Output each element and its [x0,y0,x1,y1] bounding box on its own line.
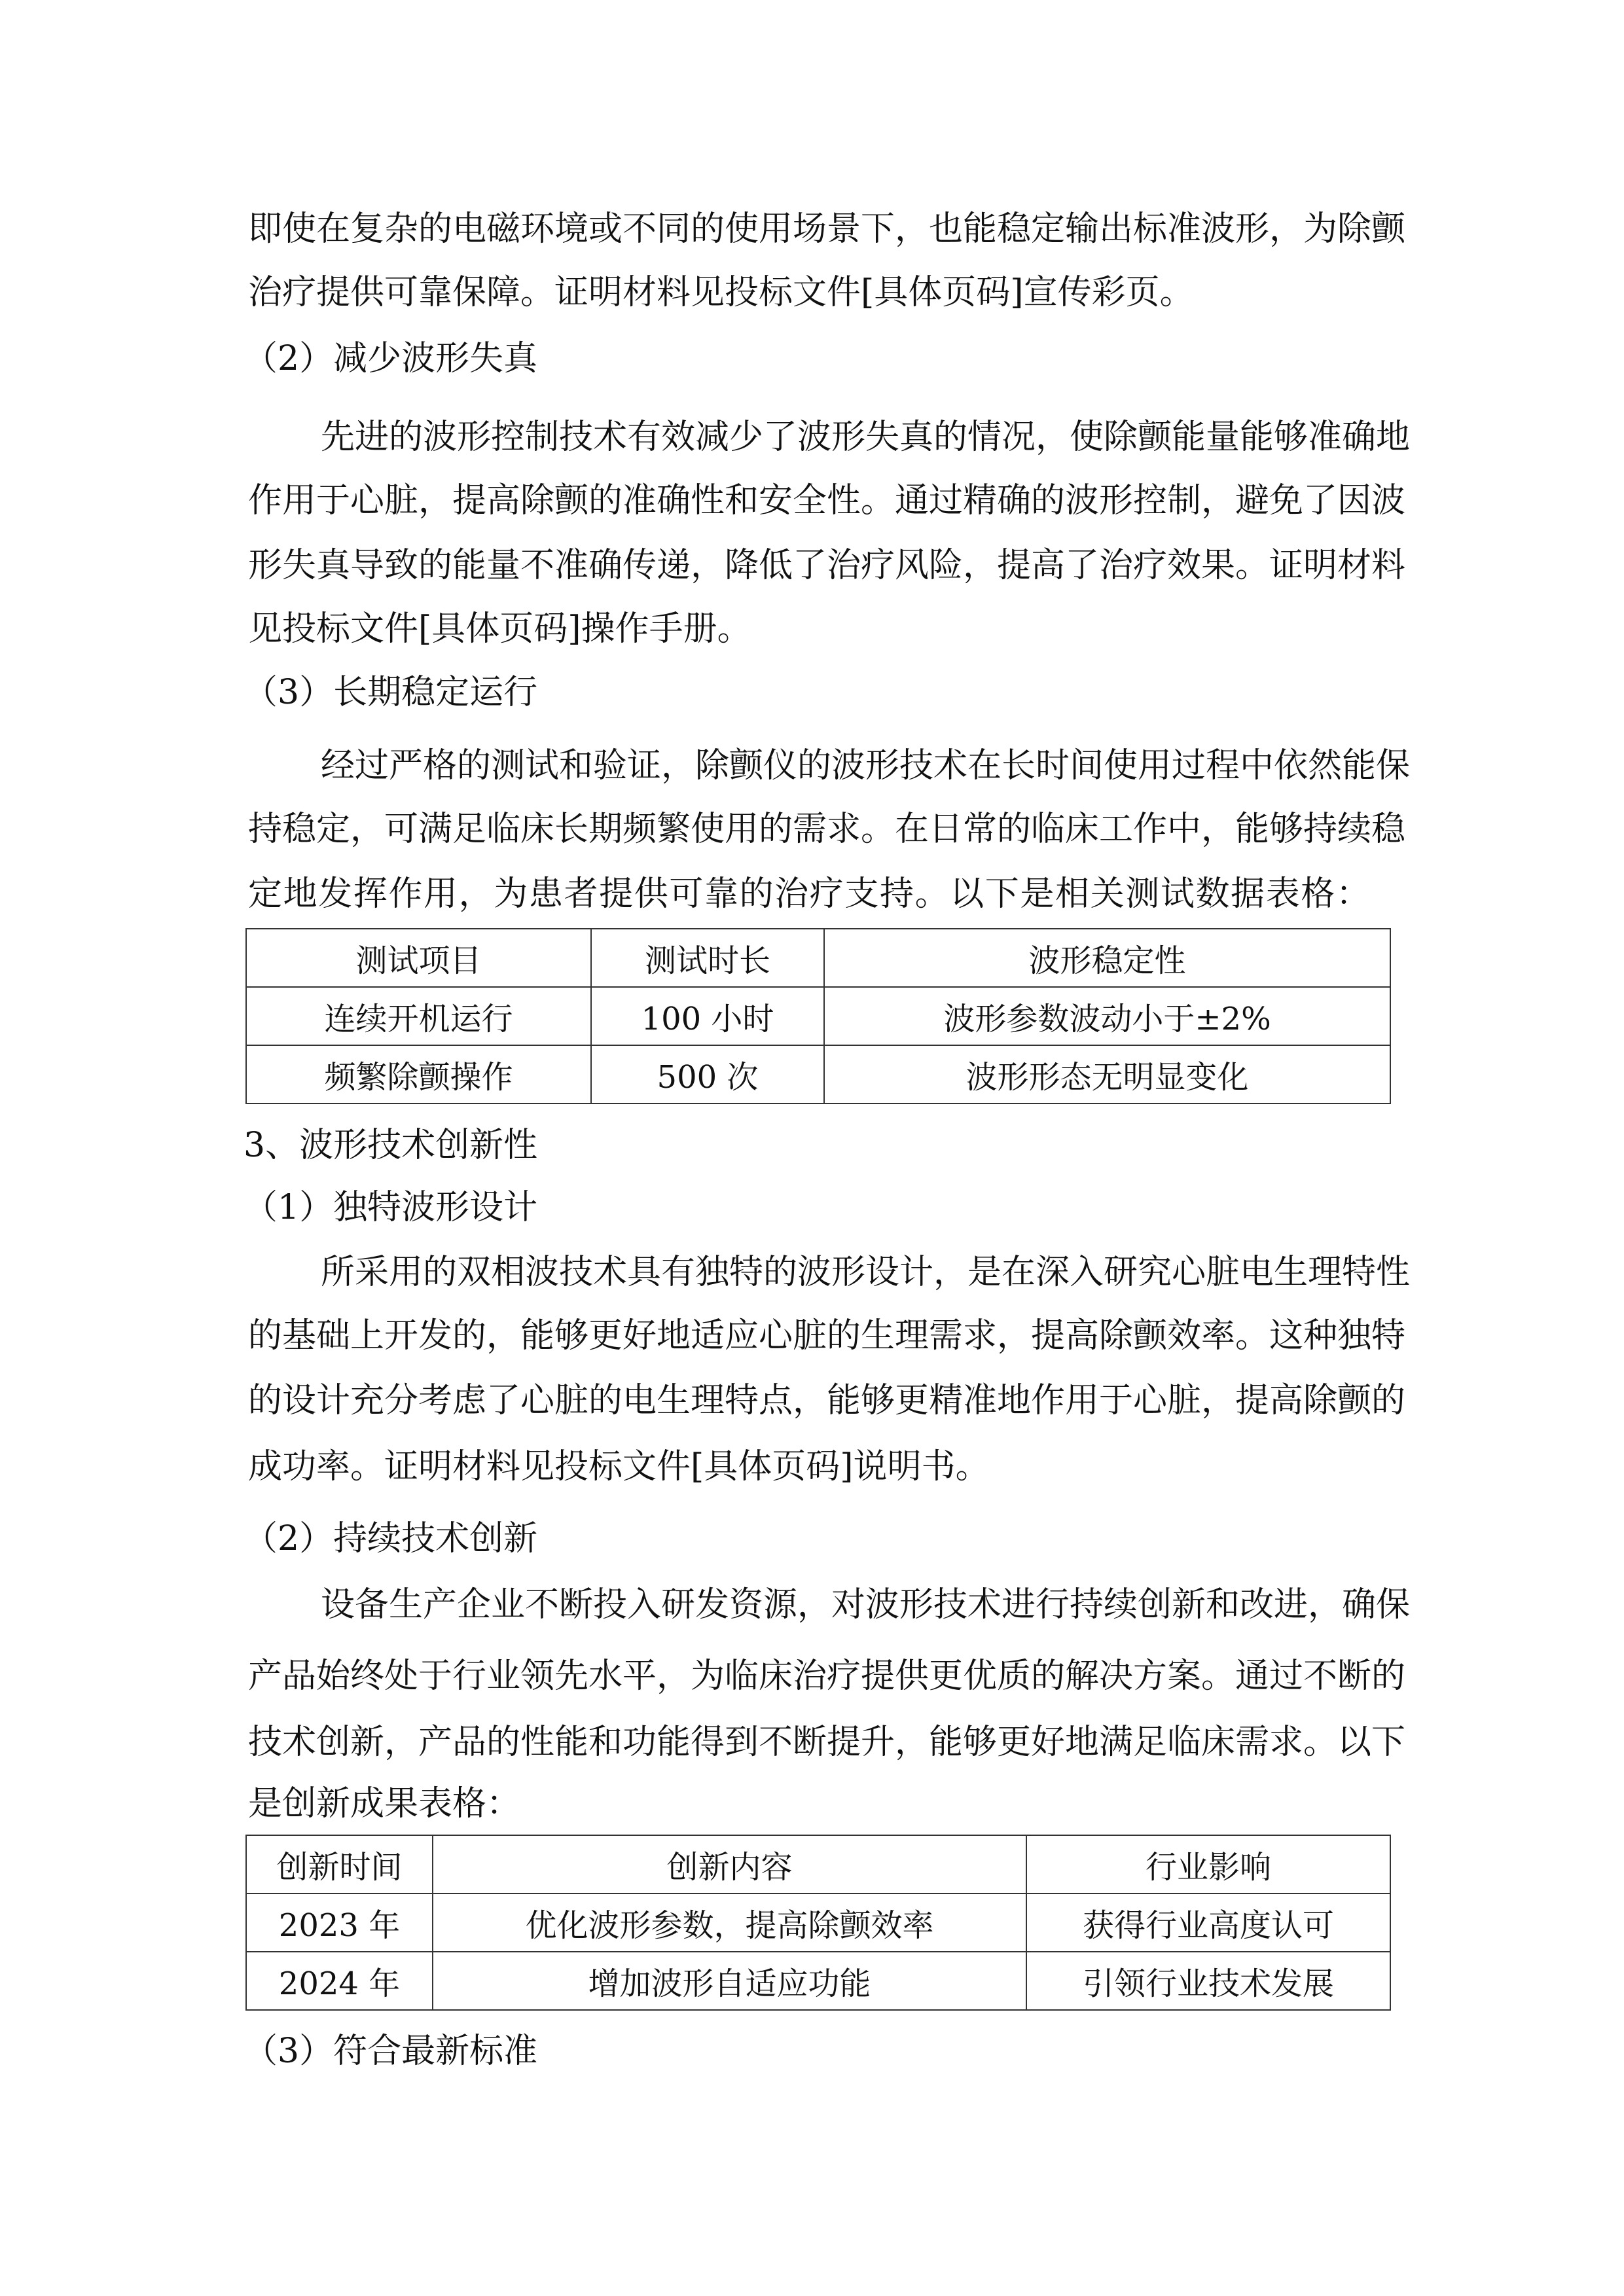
body-line: 见投标文件[具体页码]操作手册。 [248,609,751,649]
table-header-cell: 测试项目 [246,929,591,987]
table-row [246,1893,1390,1952]
body-line: 设备生产企业不断投入研发资源，对波形技术进行持续创新和改进，确保 [321,1585,1411,1624]
table-cell: 500 次 [591,1045,824,1103]
table-cell: 引领行业技术发展 [1026,1952,1390,2010]
body-line: 技术创新，产品的性能和功能得到不断提升，能够更好地满足临床需求。以下 [248,1723,1406,1762]
table-cell: 波形形态无明显变化 [824,1045,1390,1103]
body-line: 作用于心脏，提高除颤的准确性和安全性。通过精确的波形控制，避免了因波 [248,481,1406,520]
table-cell: 增加波形自适应功能 [433,1952,1026,2010]
body-line: 持稳定，可满足临床长期频繁使用的需求。在日常的临床工作中，能够持续稳 [248,810,1406,849]
test-data-table [245,928,1391,1104]
table-header-cell: 波形稳定性 [824,929,1390,987]
innovation-table [245,1835,1391,2011]
table-header-cell: 行业影响 [1026,1835,1390,1893]
subheading: （3）符合最新标准 [244,2032,538,2071]
body-line: 是创新成果表格： [248,1784,521,1823]
body-line: 治疗提供可靠保障。证明材料见投标文件[具体页码]宣传彩页。 [248,273,1194,312]
body-line: 形失真导致的能量不准确传递，降低了治疗风险，提高了治疗效果。证明材料 [248,546,1406,585]
table-cell: 连续开机运行 [246,987,591,1045]
body-line: 即使在复杂的电磁环境或不同的使用场景下，也能稳定输出标准波形，为除颤 [248,209,1406,249]
table-header-row [246,929,1390,987]
body-line: 定地发挥作用，为患者提供可靠的治疗支持。以下是相关测试数据表格： [248,874,1370,914]
body-line: 的基础上开发的，能够更好地适应心脏的生理需求，提高除颤效率。这种独特 [248,1316,1406,1355]
subheading: （1）独特波形设计 [244,1188,538,1227]
subheading: （3）长期稳定运行 [244,673,538,712]
body-line: 成功率。证明材料见投标文件[具体页码]说明书。 [248,1447,990,1486]
table-cell: 波形参数波动小于±2% [824,987,1390,1045]
table-cell: 获得行业高度认可 [1026,1893,1390,1952]
body-line: 经过严格的测试和验证，除颤仪的波形技术在长时间使用过程中依然能保 [321,746,1411,785]
body-line: 所采用的双相波技术具有独特的波形设计，是在深入研究心脏电生理特性 [321,1253,1411,1292]
body-line: 先进的波形控制技术有效减少了波形失真的情况，使除颤能量能够准确地 [321,418,1411,457]
section-heading: 3、波形技术创新性 [244,1126,538,1165]
table-header-row [246,1835,1390,1893]
table-cell: 2024 年 [246,1952,433,2010]
table-header-cell: 创新内容 [433,1835,1026,1893]
table-header-cell: 创新时间 [246,1835,433,1893]
table-row [246,1045,1390,1103]
table-cell: 100 小时 [591,987,824,1045]
subheading: （2）持续技术创新 [244,1519,538,1558]
table-cell: 频繁除颤操作 [246,1045,591,1103]
table-cell: 优化波形参数，提高除颤效率 [433,1893,1026,1952]
body-line: 的设计充分考虑了心脏的电生理特点，能够更精准地作用于心脏，提高除颤的 [248,1381,1406,1420]
table-row [246,1952,1390,2010]
table-header-cell: 测试时长 [591,929,824,987]
body-line: 产品始终处于行业领先水平，为临床治疗提供更优质的解决方案。通过不断的 [248,1657,1406,1696]
table-cell: 2023 年 [246,1893,433,1952]
subheading: （2）减少波形失真 [244,339,538,378]
table-row [246,987,1390,1045]
